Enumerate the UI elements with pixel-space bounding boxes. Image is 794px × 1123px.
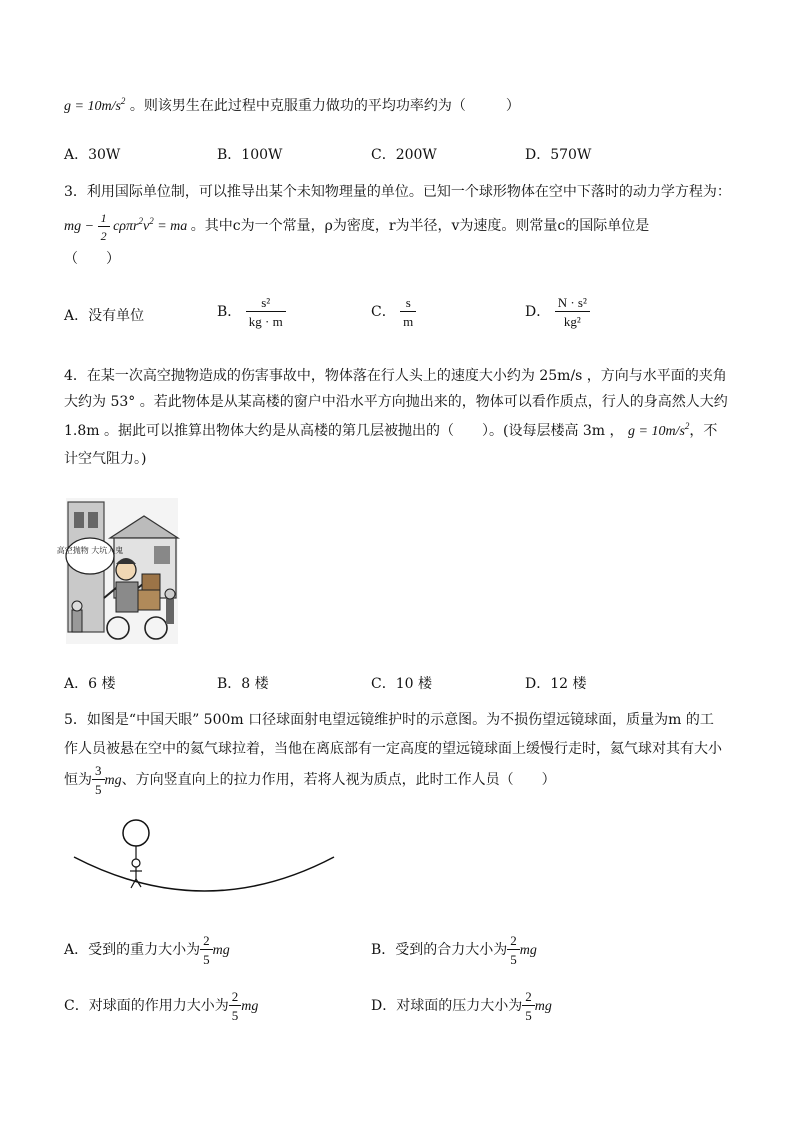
q3-equation: mg − $\frac{1}{2}$ $c\rho\pi r^2v^2$ = ma <box>64 211 188 243</box>
q4-option-b[interactable]: B．8 楼 <box>217 676 269 692</box>
worker-figure <box>132 859 140 867</box>
g-expression: $g = 10m/s^2$ <box>64 96 126 114</box>
q3-line-3: （ ） <box>64 251 120 267</box>
sign-text: 高空抛物 大坑人鬼 <box>56 546 124 555</box>
q2-stem-text: 。则该男生在此过程中克服重力做功的平均功率约为（ <box>129 98 466 114</box>
q5-option-b[interactable]: B．受到的合力大小为 $\frac{2}{5}$ mg <box>371 933 537 967</box>
spherical-surface <box>74 857 334 891</box>
q3-option-d[interactable]: D． $\frac{\text{N · s²}}{\text{kg²}}$ <box>525 296 590 328</box>
q4-line-3: 1.8m 。据此可以推算出物体大约是从高楼的第几层被抛出的（ ）。(设每层楼高 3m ， $g = 10m/s^2$，不 <box>64 421 718 439</box>
q2-close-paren: ） <box>505 98 520 114</box>
q2-option-b[interactable]: B．100W <box>217 147 283 163</box>
q4-line-1: 4．在某一次高空抛物造成的伤害事故中，物体落在行人头上的速度大小约为 25m/s ，方向与水平面的夹角 <box>64 368 727 384</box>
q2-option-d[interactable]: D．570W <box>525 147 592 163</box>
q4-option-c[interactable]: C．10 楼 <box>371 676 432 692</box>
q3-line-2-text: 。其中c为一个常量，ρ为密度，r为半径，v为速度。则常量c的国际单位是 <box>190 218 650 235</box>
helium-balloon <box>123 820 149 846</box>
q5-option-a[interactable]: A．受到的重力大小为 $\frac{2}{5}$ mg <box>64 933 230 967</box>
q4-option-d[interactable]: D．12 楼 <box>525 676 587 692</box>
q4-line-4: 计空气阻力。) <box>64 451 147 467</box>
q3-option-a[interactable]: A．没有单位 <box>64 308 145 324</box>
q4-option-a[interactable]: A．6 楼 <box>64 676 116 692</box>
q3-line-2 <box>64 212 649 242</box>
q5-line-1: 5．如图是“中国天眼” 500m 口径球面射电望远镜维护时的示意图。为不损伤望远镜球面，质量为m 的工 <box>64 712 714 728</box>
q2-option-c[interactable]: C．200W <box>371 147 437 163</box>
q3-line-1: 3．利用国际单位制，可以推导出某个未知物理量的单位。已知一个球形物体在空中下落时的动力学方程为： <box>64 184 731 200</box>
q2-stem-tail <box>64 96 520 117</box>
q5-line-2: 作人员被悬在空中的氦气球拉着，当他在离底部有一定高度的望远镜球面上缓慢行走时，氦气球对其有大小 <box>64 741 722 757</box>
q5-option-d[interactable]: D．对球面的压力大小为 $\frac{2}{5}$ mg <box>371 989 552 1023</box>
q3-option-c[interactable]: C． $\frac{s}{m}$ <box>371 296 416 328</box>
q2-option-a[interactable]: A．30W <box>64 147 121 163</box>
q3-option-b[interactable]: B． $\frac{\text{s²}}{kg \cdot m}$ <box>217 296 286 328</box>
telescope-diagram <box>70 815 340 895</box>
q5-line-3: 恒为 $\frac{3}{5}$ mg、方向竖直向上的拉力作用，若将人视为质点，此时工作人员（ ） <box>64 763 556 797</box>
q4-line-2: 大约为 53° 。若此物体是从某高楼的窗户中沿水平方向抛出来的，物体可以看作质点，行人的身高然人大约 <box>64 394 728 410</box>
accident-illustration <box>56 498 178 644</box>
q5-option-c[interactable]: C．对球面的作用力大小为 $\frac{2}{5}$ mg <box>64 989 259 1023</box>
